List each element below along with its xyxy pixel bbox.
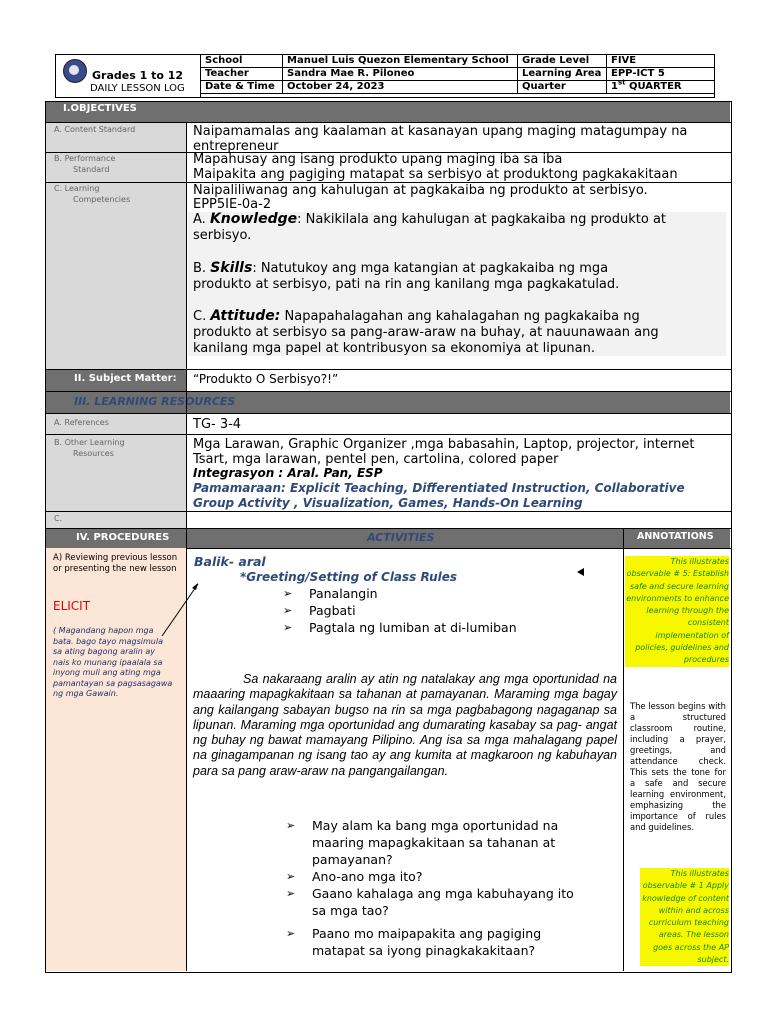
procedures-heading-cell — [46, 529, 186, 548]
activities-heading-cell — [187, 529, 623, 548]
resources-heading-bar — [46, 392, 730, 413]
subject-label: II. Subject Matter: — [74, 373, 177, 384]
cursor-marker-icon — [577, 568, 584, 576]
school-value: Manuel Luis Quezon Elementary School — [283, 55, 518, 68]
grade-label: Grade Level — [518, 55, 607, 68]
c-label: C. — [54, 514, 63, 523]
greeting-note: ( Magandang hapon mga bata. bago tayo magsimula sa ating bagong aralin ay nais ko munang ipaalala sa inyong muli ang ating mga pamantayan sa pagsasagawa ng mga Gawain. — [53, 626, 173, 698]
list-item: ➢ Pagtala ng lumiban at di-lumiban — [283, 619, 583, 636]
other-resources-line-2: Tsart, mga larawan, pentel pen, cartolina, colored paper — [193, 452, 559, 467]
teacher-label: Teacher — [201, 68, 283, 81]
content-standard-label: A. Content Standard — [54, 125, 136, 134]
header-log-title: DAILY LESSON LOG — [90, 83, 185, 94]
attitude-objective: C. Attitude: Napapahalagahan ang kahalagahan ng pagkakaiba ng produkto at serbisyo sa pang-araw-araw na buhay, at nauunawaan ang kanilang mga papel at kontribusyon sa ekonomiya at lipunan. — [193, 308, 659, 356]
annotation-note: The lesson begins with a structured classroom routine, including a prayer, greetings, and attendance check. This sets the tone for a safe and secure learning environment, emphasizing the importance of rules and guidelines. — [630, 701, 726, 832]
quarter-label: Quarter — [518, 81, 607, 94]
header-grades: Grades 1 to 12 — [92, 69, 184, 82]
list-item: ➢ Gaano kahalaga ang mga kabuhayang ito sa mga tao? — [286, 885, 586, 919]
references-label-cell — [46, 414, 186, 434]
balik-aral: Balik- aral — [194, 554, 266, 569]
teacher-value: Sandra Mae R. Piloneo — [283, 68, 518, 81]
knowledge-objective: A. Knowledge: Nakikilala ang kahulugan at pagkakaiba ng produkto at serbisyo. — [193, 211, 667, 243]
quarter-value: 1st QUARTER — [607, 81, 715, 94]
school-label: School — [201, 55, 283, 68]
other-resources-line-1: Mga Larawan, Graphic Organizer ,mga babasahin, Laptop, projector, internet — [193, 437, 695, 452]
pointer-arrow-icon — [158, 580, 203, 640]
greeting-rules: *Greeting/Setting of Class Rules — [240, 570, 458, 584]
date-label: Date & Time — [201, 81, 283, 94]
elicit-label: ELICIT — [53, 599, 91, 613]
header-title-block — [56, 55, 201, 97]
references-value: TG- 3-4 — [193, 417, 242, 432]
subject-label-cell — [46, 370, 186, 391]
list-item: ➢ Ano-ano mga ito? — [286, 868, 586, 885]
performance-label-cell — [46, 153, 186, 182]
step-label: A) Reviewing previous lesson or presenting the new lesson — [53, 553, 178, 574]
header-box — [55, 54, 715, 98]
performance-line-2: Maipakita ang pagiging matapat sa serbisyo at produktong pagkakakitaan — [193, 167, 678, 182]
competencies-code: EPP5IE-0a-2 — [193, 197, 272, 212]
competencies-line-1: Naipaliliwanag ang kahulugan at pagkakaiba ng produkto at serbisyo. — [193, 183, 648, 198]
performance-label: B. Performance — [54, 154, 116, 163]
review-paragraph: Sa nakaraang aralin ay atin ng natalakay ang mga oportunidad na maaaring mapagkakitaan sa tahanan at pamayanan. Maraming mga bagay ang kailangang sabayan bugso na rin sa mga pagbabagong nagaganap sa lipunan. Maraming mga oportunidad ang dumarating kasabay sa pag- angat ng buhay ng bawat mamayang Pilipino. Ang isa sa mga mahalagang papel na ginagampanan ng isang tao ay ang kumita at magkaroon ng kabuhayan para sa pang araw-araw na pangangailangan. — [193, 672, 617, 778]
annotations-heading-cell — [624, 529, 730, 548]
content-standard-text: Naipamamalas ang kaalaman at kasanayan upang maging matagumpay na entrepreneur — [193, 124, 688, 154]
annotation-observable-5: This illustrates observable # 5: Establish safe and secure learning environments to enhance learning through the consistent implementation of policies, guidelines and procedures — [625, 556, 729, 667]
header-info-table — [200, 54, 715, 94]
list-item: ➢ Panalangin — [283, 585, 583, 602]
c-label-cell — [46, 512, 186, 528]
list-item: ➢ May alam ka bang mga oportunidad na maaring mapagkakitaan sa tahanan at pamayanan? — [286, 817, 586, 868]
area-label: Learning Area — [518, 68, 607, 81]
performance-line-1: Mapahusay ang isang produkto upang maging iba sa iba — [193, 152, 563, 167]
references-label: A. References — [54, 418, 109, 427]
method-text: Pamamaraan: Explicit Teaching, Differentiated Instruction, Collaborative Group Activity , Visualization, Games, Hands-On Learning — [193, 481, 685, 510]
resources-heading: III. LEARNING RESOURCES — [74, 395, 236, 408]
other-resources-label: B. Other Learning — [54, 438, 125, 447]
list-item: ➢ Pagbati — [283, 602, 583, 619]
performance-label-2: Standard — [73, 165, 110, 174]
list-item: ➢ Paano mo maipapakita ang pagiging matapat sa iyong pinagkakakitaan? — [286, 925, 586, 959]
competencies-label: C. Learning — [54, 184, 100, 193]
grade-value: FIVE — [607, 55, 715, 68]
deped-seal-icon — [63, 59, 87, 83]
annotation-observable-1: This illustrates observable # 1 Apply knowledge of content within and across curriculum teaching areas. The lesson goes across the AP subject. — [640, 868, 729, 966]
date-value: October 24, 2023 — [283, 81, 518, 94]
other-resources-label-cell — [46, 435, 186, 511]
objectives-heading-bar — [46, 102, 730, 122]
competencies-label-cell — [46, 183, 186, 369]
annotations-heading: ANNOTATIONS — [637, 531, 714, 542]
competencies-label-2: Competencies — [73, 195, 131, 204]
other-resources-label-2: Resources — [73, 449, 114, 458]
content-standard-label-cell — [46, 123, 186, 152]
subject-value: “Produkto O Serbisyo?!” — [193, 372, 339, 386]
objectives-heading: I.OBJECTIVES — [63, 103, 137, 114]
procedures-heading: IV. PROCEDURES — [76, 532, 170, 543]
question-list — [286, 817, 586, 959]
integration-text: Integrasyon : Aral. Pan, ESP — [193, 466, 383, 480]
routine-list — [283, 585, 583, 636]
area-value: EPP-ICT 5 — [607, 68, 715, 81]
activities-heading: ACTIVITIES — [367, 531, 435, 544]
skills-objective: B. Skills: Natutukoy ang mga katangian at pagkakaiba ng mga produkto at serbisyo, pati na rin ang kanilang mga pagkakatulad. — [193, 260, 620, 292]
